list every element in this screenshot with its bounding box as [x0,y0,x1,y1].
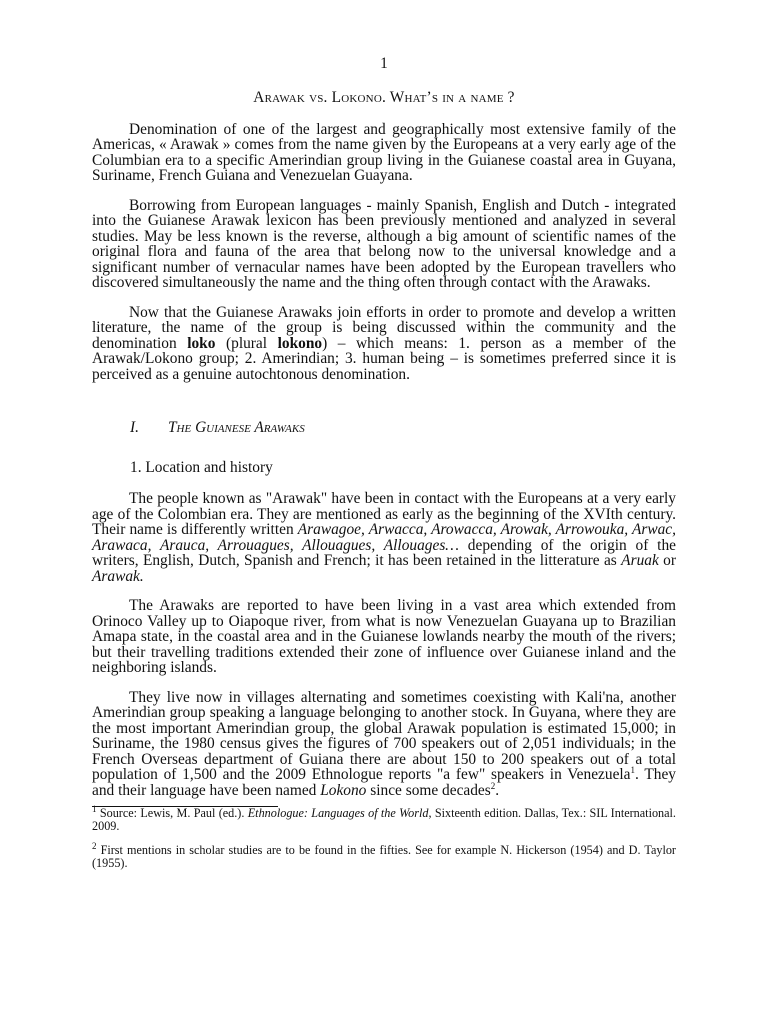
text-run: (plural [215,334,278,352]
subsection-heading: 1. Location and history [130,458,273,476]
text-run: or [658,552,676,569]
text-run: . [495,781,500,799]
document-page [92,52,676,882]
footnote-marker-2: 2 [92,841,97,852]
text-run: Source: Lewis, M. Paul (ed.). [96,806,248,820]
text-run: , Sixteenth edition. Dallas, Tex.: SIL International. 2009. [92,806,676,833]
text-run: Now that the Guianese Arawaks join efforts in order to promote and develop a written literature, the name of the group is being discussed within the community and the denomination [92,303,676,352]
name-variants: Arawagoe, Arwacca, Arowacca, Arowak, Arrowouka, Arwac, Arawaca, Arauca, Arrouagues, Allouagues, Allouages… [92,521,676,554]
cited-title: Ethnologue: Languages of the World [247,806,429,820]
term-aruak: Aruak [621,552,659,569]
term-lokono: lokono [277,334,323,352]
text-run: First mentions in scholar studies are to be found in the fifties. See for example N. Hickerson (1954) and D. Taylor (1955). [92,843,676,870]
footnote-1 [92,803,676,833]
footnote-ref-1[interactable]: 1 [630,764,636,775]
term-loko: loko [187,334,216,352]
text-run: They live now in villages alternating and sometimes coexisting with Kali'na, another Amerindian group speaking a language belonging to another stock. In Guyana, where they are the most important Amerindian group, the global Arawak population is estimated 15,000; in Suriname, the 1980 census gives the figures of 700 speakers out of 2,051 individuals; in the French Overseas department of Guiana there are about 150 to 200 speakers out of a total population of 1,500 and the 2009 Ethnologue reports "a few" speakers in Venezuela [92,688,676,783]
body-paragraph-2: The Arawaks are reported to have been living in a vast area which extended from Orinoco Valley up to Oiapoque river, from what is now Venezuelan Guayana up to Brazilian Amapa state, in the coastal area and in the Guianese lowlands nearby the mouth of the rivers; but their travelling traditions extended their zone of influence over Guianese inland and the neighboring islands. [92,597,676,676]
text-run: depending of the origin of the writers, English, Dutch, Spanish and French; it has been retained in the litterature as [92,536,676,569]
text-run: . They and their language have been named [92,766,676,799]
section-number: I. [130,419,139,436]
page-number: 1 [380,55,388,72]
body-paragraph-3 [92,690,676,799]
body-paragraph-1 [92,491,676,584]
footnote-ref-2[interactable]: 2 [490,780,496,791]
section-heading [92,420,676,436]
footnote-marker-1: 1 [92,803,97,814]
term-lokono-italic: Lokono [320,781,367,799]
document-title: Arawak vs. Lokono. What’s in a name ? [253,89,515,106]
text-run: since some decades [366,781,491,799]
footnote-2 [92,841,676,870]
term-arawak: Arawak. [92,567,144,585]
intro-paragraph-2: Borrowing from European languages - mainly Spanish, English and Dutch - integrated into the Guianese Arawak lexicon has been previously mentioned and analyzed in several studies. May be less known is the reverse, although a big amount of scientific names of the original flora and fauna of the area that belong now to the universal knowledge and a significant number of vernacular names have been adopted by the European travellers who discovered simultaneously the name and the thing often through contact with the Arawaks. [92,196,676,291]
text-run: The people known as "Arawak" have been in contact with the Europeans at a very early age of the Colombian era. They are mentioned as early as the beginning of the XVIth century. Their name is differently written [92,490,676,538]
intro-paragraph-1: Denomination of one of the largest and geographically most extensive family of the Americas, « Arawak » comes from the name given by the Europeans at a very early age of the Columbian era to a specific Amerindian group living in the Guianese coastal area in Guyana, Suriname, French Guiana and Venezuelan Guayana. [92,120,676,184]
section-title: The Guianese Arawaks [168,419,305,436]
intro-paragraph-3 [92,305,676,383]
text-run: ) – which means: 1. person as a member of the Arawak/Lokono group; 2. Amerindian; 3. human being – is sometimes preferred since it is perceived as a genuine autochtonous denomination. [92,334,676,383]
